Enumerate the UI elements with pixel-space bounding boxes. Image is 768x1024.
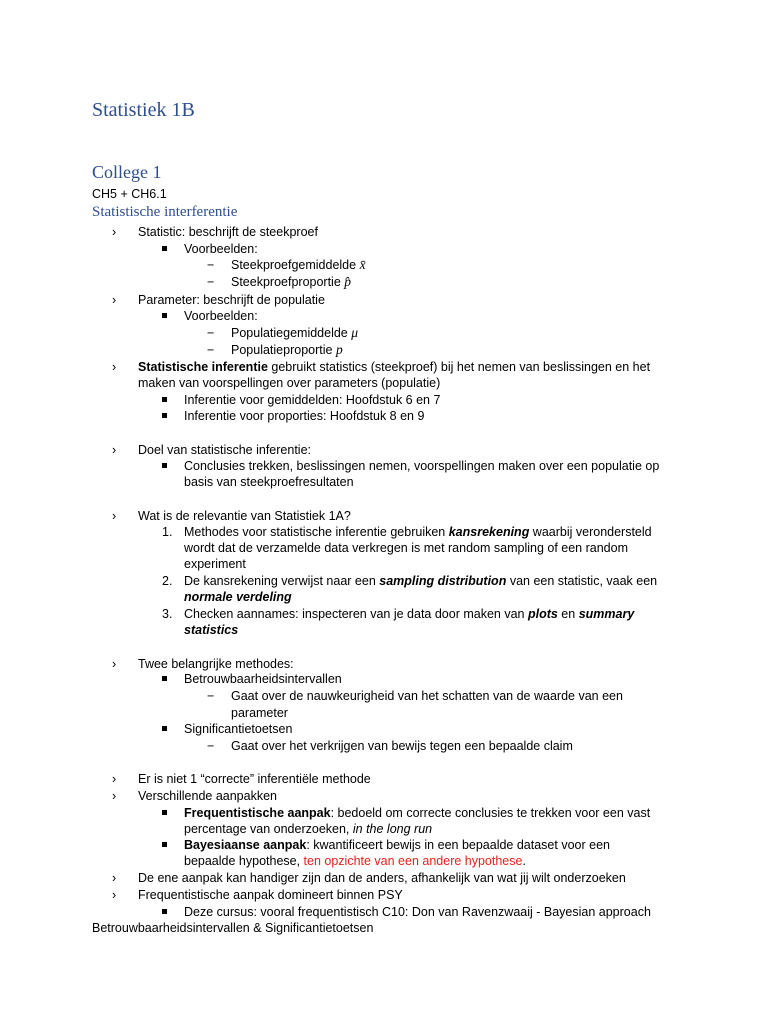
verschillende-aanpakken-line: Verschillende aanpakken bbox=[138, 789, 277, 803]
steekproefproportie-line: Steekproefproportie p̂ bbox=[231, 274, 352, 289]
inferentie-gemiddelden-line: Inferentie voor gemiddelden: Hoofdstuk 6 en 7 bbox=[184, 393, 441, 407]
dash-bullet-icon: − bbox=[207, 739, 215, 753]
statistic-line: Statistic: beschrijft de steekproef bbox=[138, 225, 318, 239]
chevron-bullet-icon: › bbox=[112, 772, 117, 786]
square-bullet-icon bbox=[162, 721, 167, 737]
chevron-bullet-icon: › bbox=[112, 443, 117, 457]
chevron-bullet-icon: › bbox=[112, 789, 117, 803]
chevron-bullet-icon: › bbox=[112, 871, 117, 885]
chevron-bullet-icon: › bbox=[112, 509, 117, 523]
dash-bullet-icon: − bbox=[207, 343, 215, 357]
kansrekening-line: De kansrekening verwijst naar een sampling distribution van een statistic, vaak een bbox=[184, 574, 658, 588]
square-bullet-icon bbox=[162, 671, 167, 687]
voorbeelden-line: Voorbeelden: bbox=[184, 242, 258, 256]
square-bullet-icon bbox=[162, 805, 167, 821]
section-heading: Statistische interferentie bbox=[92, 204, 238, 220]
doel-line: Doel van statistische inferentie: bbox=[138, 443, 312, 457]
betrouwbaarheidsintervallen-line: Betrouwbaarheidsintervallen bbox=[184, 672, 342, 686]
list-number: 2. bbox=[162, 574, 173, 588]
chevron-bullet-icon: › bbox=[112, 293, 117, 307]
methodes-line-3: experiment bbox=[184, 557, 246, 571]
chevron-bullet-icon: › bbox=[112, 657, 117, 671]
methodes-line: Methodes voor statistische inferentie gebruiken kansrekening waarbij verondersteld bbox=[184, 525, 652, 539]
statistische-inferentie-line: Statistische inferentie gebruikt statistics (steekproef) bij het nemen van beslissingen en het bbox=[138, 360, 651, 374]
list-number: 1. bbox=[162, 525, 173, 539]
kansrekening-line-2: normale verdeling bbox=[184, 590, 292, 604]
parameter-line: Parameter: beschrijft de populatie bbox=[138, 293, 325, 307]
statistische-inferentie-line-2: maken van voorspellingen over parameters (populatie) bbox=[138, 376, 441, 390]
college-heading: College 1 bbox=[92, 162, 162, 182]
methodes-line-2: wordt dat de verzamelde data verkregen is met random sampling of een random bbox=[184, 541, 628, 555]
square-bullet-icon bbox=[162, 241, 167, 257]
dash-bullet-icon: − bbox=[207, 326, 215, 340]
bayesiaanse-line-2: bepaalde hypothese, ten opzichte van een andere hypothese. bbox=[184, 854, 526, 868]
p-symbol: p bbox=[335, 342, 343, 357]
frequentistische-line-2: percentage van onderzoeken, in the long run bbox=[184, 822, 433, 836]
inferentie-proporties-line: Inferentie voor proporties: Hoofdstuk 8 en 9 bbox=[184, 409, 425, 423]
chevron-bullet-icon: › bbox=[112, 225, 117, 239]
bewijs-line: Gaat over het verkrijgen van bewijs tegen een bepaalde claim bbox=[231, 739, 573, 753]
twee-methodes-line: Twee belangrijke methodes: bbox=[138, 657, 294, 671]
square-bullet-icon bbox=[162, 837, 167, 853]
mu-symbol: μ bbox=[351, 325, 359, 340]
significantietoetsen-line: Significantietoetsen bbox=[184, 722, 293, 736]
square-bullet-icon bbox=[162, 392, 167, 408]
populatieproportie-line: Populatieproportie p bbox=[231, 342, 343, 357]
square-bullet-icon bbox=[162, 458, 167, 474]
list-number: 3. bbox=[162, 607, 173, 621]
document-title: Statistiek 1B bbox=[92, 99, 195, 121]
chevron-bullet-icon: › bbox=[112, 888, 117, 902]
square-bullet-icon bbox=[162, 308, 167, 324]
square-bullet-icon bbox=[162, 408, 167, 424]
frequentistisch-domineert-line: Frequentistische aanpak domineert binnen PSY bbox=[138, 888, 403, 902]
cursus-line: Deze cursus: vooral frequentistisch C10: Don van Ravenzwaaij - Bayesian approach bbox=[184, 905, 651, 919]
voorbeelden-line: Voorbeelden: bbox=[184, 309, 258, 323]
phat-symbol: p̂ bbox=[344, 274, 352, 289]
chapters-text: CH5 + CH6.1 bbox=[92, 187, 167, 201]
ene-aanpak-line: De ene aanpak kan handiger zijn dan de anders, afhankelijk van wat jij wilt onderzoeken bbox=[138, 871, 626, 885]
nauwkeurigheid-line-2: parameter bbox=[231, 706, 288, 720]
aannames-line: Checken aannames: inspecteren van je data door maken van plots en summary bbox=[184, 607, 635, 621]
niet-een-methode-line: Er is niet 1 “correcte” inferentiële methode bbox=[138, 772, 371, 786]
footer-line: Betrouwbaarheidsintervallen & Significantietoetsen bbox=[92, 921, 374, 935]
bayesiaanse-line: Bayesiaanse aanpak: kwantificeert bewijs in een bepaalde dataset voor een bbox=[184, 838, 610, 852]
nauwkeurigheid-line: Gaat over de nauwkeurigheid van het schatten van de waarde van een bbox=[231, 689, 623, 703]
dash-bullet-icon: − bbox=[207, 689, 215, 703]
relevantie-line: Wat is de relevantie van Statistiek 1A? bbox=[138, 509, 351, 523]
dash-bullet-icon: − bbox=[207, 275, 215, 289]
aannames-line-2: statistics bbox=[184, 623, 239, 637]
dash-bullet-icon: − bbox=[207, 258, 215, 272]
square-bullet-icon bbox=[162, 904, 167, 920]
frequentistische-line: Frequentistische aanpak: bedoeld om correcte conclusies te trekken voor een vast bbox=[184, 806, 651, 820]
xbar-symbol: x̄ bbox=[359, 257, 366, 272]
steekproefgemiddelde-line: Steekproefgemiddelde x̄ bbox=[231, 257, 366, 272]
red-emphasis-text: ten opzichte van een andere hypothese bbox=[303, 854, 523, 868]
populatiegemiddelde-line: Populatiegemiddelde μ bbox=[231, 325, 359, 340]
chevron-bullet-icon: › bbox=[112, 360, 117, 374]
conclusies-line: Conclusies trekken, beslissingen nemen, voorspellingen maken over een populatie op bbox=[184, 459, 660, 473]
conclusies-line-2: basis van steekproefresultaten bbox=[184, 475, 354, 489]
